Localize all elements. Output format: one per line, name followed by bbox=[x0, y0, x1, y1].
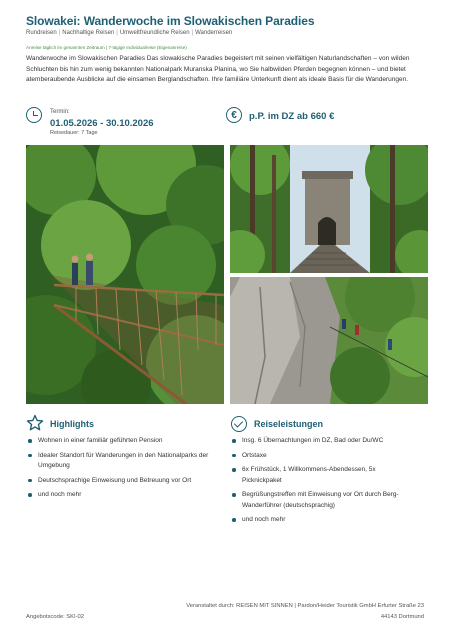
term-dates: 01.05.2026 - 30.10.2026 bbox=[50, 118, 154, 129]
list-item: Begrüßungstreffen mit Einweisung vor Ort durch Berg-Wanderführer (deutschsprachig) bbox=[232, 490, 412, 511]
stone-tower-photo bbox=[230, 145, 428, 273]
tag[interactable]: Nachhaltige Reisen bbox=[62, 30, 115, 36]
tag[interactable]: Umweltfreundliche Reisen bbox=[119, 30, 190, 36]
services-list bbox=[232, 436, 412, 530]
highlights-title: Highlights bbox=[50, 419, 94, 429]
star-icon bbox=[26, 414, 44, 432]
price-label: p.P. im DZ ab 660 € bbox=[249, 111, 335, 122]
travel-note: Anreise täglich im genannten Zeitraum | 7-tägige Individualreise (Eigenanreise) bbox=[26, 45, 187, 50]
list-item: Ortstaxe bbox=[232, 451, 412, 462]
intro-text: Wanderwoche im Slowakischen Paradies Das slowakische Paradies begeistert mit seinen vielfältigen Naturlandschaften – von wilden Schluchten bis hin zum wenig bekannten Nationalpark Muranska Planina, wo Sie halbwilden Pferden begegnen können – und bietet atemberaubende Ausblicke auf die einsamen Berglandschaften. Ihre familiäre Unterkunft dient als ideale Basis für die Wanderungen. bbox=[26, 55, 410, 83]
list-item: Deutschsprachige Einweisung und Betreuung vor Ort bbox=[28, 476, 223, 487]
euro-icon: € bbox=[226, 107, 242, 123]
list-item[interactable]: und noch mehr bbox=[28, 490, 223, 501]
list-item[interactable]: und noch mehr bbox=[232, 515, 412, 526]
list-item: Idealer Standort für Wanderungen in den Nationalparks der Umgebung bbox=[28, 451, 223, 472]
clock-icon bbox=[26, 107, 42, 123]
list-item: Wohnen in einer familiär geführten Pension bbox=[28, 436, 223, 447]
check-circle-icon bbox=[231, 416, 247, 432]
footer-organizer: Veranstaltet durch: REISEN MIT SINNEN | Pardon/Heider Touristik GmbH Erfurter Straße 23 bbox=[186, 603, 424, 609]
category-tags: Rundreisen | Nachhaltige Reisen | Umweltfreundliche Reisen | Wanderreisen bbox=[26, 30, 233, 36]
list-item: 6x Frühstück, 1 Willkommens-Abendessen, 5x Picknickpaket bbox=[232, 465, 412, 486]
tag[interactable]: Wanderreisen bbox=[195, 30, 233, 36]
tag[interactable]: Rundreisen bbox=[26, 30, 57, 36]
term-duration: Reisedauer: 7 Tage bbox=[50, 130, 98, 136]
suspension-bridge-photo bbox=[26, 145, 224, 404]
offer-code: Angebotscode: SKI-02 bbox=[26, 614, 85, 620]
services-title: Reiseleistungen bbox=[254, 419, 324, 429]
footer-city: 44143 Dortmund bbox=[380, 614, 424, 620]
rock-climbing-photo bbox=[230, 277, 428, 404]
term-label: Termin: bbox=[50, 109, 70, 115]
list-item: Insg. 6 Übernachtungen im DZ, Bad oder Du/WC bbox=[232, 436, 412, 447]
highlights-list bbox=[28, 436, 223, 505]
page-title: Slowakei: Wanderwoche im Slowakischen Paradies bbox=[26, 14, 315, 28]
